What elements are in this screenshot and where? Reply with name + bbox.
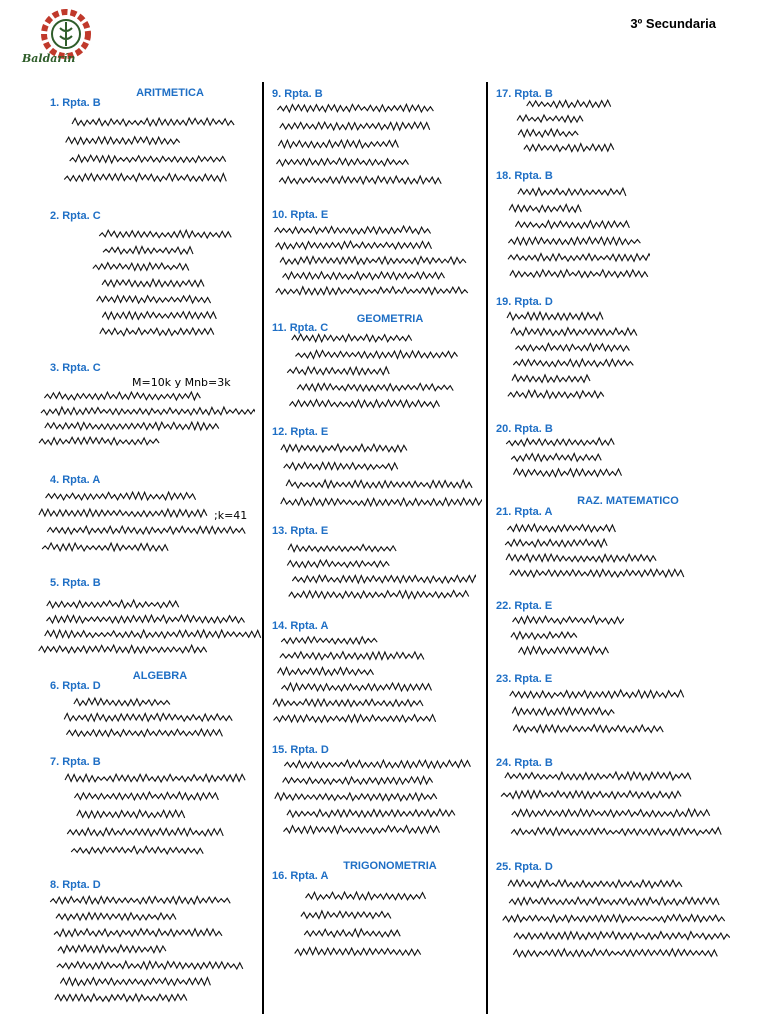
school-logo-text: Baldarín xyxy=(22,52,76,65)
handwritten-work-24 xyxy=(494,768,728,856)
handwriting-stroke xyxy=(64,713,232,721)
handwriting-stroke xyxy=(505,539,607,547)
handwriting-stroke xyxy=(512,375,590,383)
handwriting-stroke xyxy=(508,254,650,262)
answer-17: 17. Rpta. B xyxy=(496,88,553,100)
handwriting-stroke xyxy=(301,911,391,919)
answer-10: 10. Rpta. E xyxy=(272,209,329,221)
handwriting-stroke xyxy=(102,312,216,320)
handwriting-stroke xyxy=(513,616,624,624)
handwriting-stroke xyxy=(289,400,439,408)
handwriting-stroke xyxy=(512,707,614,715)
handwriting-stroke xyxy=(44,392,200,400)
handwriting-stroke xyxy=(103,246,193,254)
handwritten-work-10 xyxy=(266,222,480,312)
handwriting-stroke xyxy=(42,543,168,551)
answer-21: 21. Rpta. A xyxy=(496,506,553,518)
handwriting-stroke xyxy=(510,690,684,698)
handwriting-stroke xyxy=(518,129,578,137)
answer-14: 14. Rpta. A xyxy=(272,620,329,632)
handwritten-work-3 xyxy=(30,388,255,462)
handwritten-work-9 xyxy=(270,100,462,204)
handwriting-stroke xyxy=(527,100,611,108)
handwritten-work-8 xyxy=(44,892,249,1020)
answer-3: 3. Rpta. C xyxy=(50,362,101,374)
answer-22: 22. Rpta. E xyxy=(496,600,553,612)
handwriting-stroke xyxy=(39,437,159,445)
handwriting-stroke xyxy=(99,230,231,238)
handwriting-stroke xyxy=(280,257,466,265)
handwriting-stroke xyxy=(513,359,633,367)
handwriting-stroke xyxy=(276,287,468,295)
handwritten-work-1 xyxy=(60,114,255,202)
handwriting-stroke xyxy=(47,526,245,534)
handwriting-stroke xyxy=(514,932,730,940)
section-raz-matematico: RAZ. MATEMATICO xyxy=(577,495,679,507)
handwriting-stroke xyxy=(60,978,210,986)
answer-25: 25. Rpta. D xyxy=(496,861,553,873)
answer-7: 7. Rpta. B xyxy=(50,756,101,768)
handwritten-work-21 xyxy=(500,520,714,594)
handwriting-stroke xyxy=(506,554,656,562)
handwriting-stroke xyxy=(286,480,472,488)
handwriting-stroke xyxy=(297,383,453,391)
handwriting-stroke xyxy=(295,948,421,956)
handwritten-work-12 xyxy=(270,440,482,526)
handwritten-work-18 xyxy=(500,184,650,296)
handwriting-stroke xyxy=(100,328,214,336)
handwriting-stroke xyxy=(64,174,226,182)
handwriting-stroke xyxy=(278,140,398,148)
handwriting-stroke xyxy=(66,137,180,145)
handwriting-stroke xyxy=(505,772,691,780)
handwriting-stroke xyxy=(47,600,179,608)
typed-note-q4: ;k=41 xyxy=(214,509,248,522)
handwriting-stroke xyxy=(56,913,176,921)
handwriting-stroke xyxy=(279,176,441,184)
handwriting-stroke xyxy=(281,498,482,506)
handwriting-stroke xyxy=(511,454,601,462)
answer-5: 5. Rpta. B xyxy=(50,577,101,589)
handwriting-stroke xyxy=(524,144,614,152)
handwriting-stroke xyxy=(292,334,412,342)
answer-13: 13. Rpta. E xyxy=(272,525,329,537)
handwriting-stroke xyxy=(503,915,725,923)
handwritten-work-20 xyxy=(500,434,690,494)
handwriting-stroke xyxy=(55,994,187,1001)
handwriting-stroke xyxy=(509,897,719,905)
handwriting-stroke xyxy=(508,390,604,398)
handwriting-stroke xyxy=(508,237,640,245)
handwriting-stroke xyxy=(280,652,424,660)
handwriting-stroke xyxy=(283,777,433,785)
handwriting-stroke xyxy=(276,241,432,249)
handwriting-stroke xyxy=(509,204,581,212)
handwriting-stroke xyxy=(517,115,583,122)
handwriting-stroke xyxy=(515,221,629,229)
handwritten-work-22 xyxy=(504,612,624,672)
handwritten-work-17 xyxy=(510,96,620,168)
handwriting-stroke xyxy=(510,569,684,577)
handwritten-work-4 xyxy=(30,488,265,570)
handwriting-stroke xyxy=(39,509,207,517)
handwriting-stroke xyxy=(508,880,682,888)
handwriting-stroke xyxy=(507,312,603,320)
handwriting-stroke xyxy=(66,729,222,736)
section-trigonometria: TRIGONOMETRIA xyxy=(343,860,437,872)
handwriting-stroke xyxy=(287,560,389,567)
handwriting-stroke xyxy=(46,615,244,623)
handwriting-stroke xyxy=(102,279,204,287)
handwritten-work-5 xyxy=(30,596,265,670)
answer-15: 15. Rpta. D xyxy=(272,744,329,756)
handwriting-stroke xyxy=(287,809,455,817)
handwriting-stroke xyxy=(289,591,469,599)
answer-12: 12. Rpta. E xyxy=(272,426,329,438)
handwritten-work-7 xyxy=(60,770,250,874)
handwriting-stroke xyxy=(283,826,439,834)
handwritten-work-11 xyxy=(282,330,460,426)
handwriting-stroke xyxy=(511,328,637,336)
handwriting-stroke xyxy=(511,632,577,639)
handwriting-stroke xyxy=(39,645,207,653)
handwriting-stroke xyxy=(54,929,222,937)
handwritten-work-14 xyxy=(268,632,468,740)
answer-24: 24. Rpta. B xyxy=(496,757,553,769)
handwriting-stroke xyxy=(74,792,218,800)
handwriting-stroke xyxy=(58,945,166,953)
handwriting-stroke xyxy=(72,118,234,126)
handwriting-stroke xyxy=(278,668,374,676)
answer-16: 16. Rpta. A xyxy=(272,870,329,882)
handwriting-stroke xyxy=(513,469,621,477)
handwriting-stroke xyxy=(513,725,663,733)
handwriting-stroke xyxy=(50,896,230,904)
handwriting-stroke xyxy=(295,350,457,358)
answer-4: 4. Rpta. A xyxy=(50,474,101,486)
handwriting-stroke xyxy=(284,760,470,768)
handwriting-stroke xyxy=(281,683,431,691)
section-aritmetica: ARITMETICA xyxy=(136,87,204,99)
answer-1: 1. Rpta. B xyxy=(50,97,101,109)
handwritten-work-2 xyxy=(86,226,256,354)
handwriting-stroke xyxy=(275,226,431,234)
handwriting-stroke xyxy=(512,809,710,817)
answer-20: 20. Rpta. B xyxy=(496,423,553,435)
handwriting-stroke xyxy=(74,698,170,706)
column-divider xyxy=(486,82,488,1014)
answer-19: 19. Rpta. D xyxy=(496,296,553,308)
handwriting-stroke xyxy=(515,343,629,351)
answer-11: 11. Rpta. C xyxy=(272,322,329,334)
section-algebra: ALGEBRA xyxy=(132,670,188,682)
answer-2: 2. Rpta. C xyxy=(50,210,101,222)
answer-23: 23. Rpta. E xyxy=(496,673,553,685)
handwritten-work-16 xyxy=(290,888,430,976)
handwriting-stroke xyxy=(287,367,389,375)
handwriting-stroke xyxy=(306,892,426,900)
handwriting-stroke xyxy=(281,637,377,644)
handwriting-stroke xyxy=(65,774,245,782)
handwritten-work-15 xyxy=(270,756,478,852)
handwritten-work-6 xyxy=(56,694,246,754)
handwriting-stroke xyxy=(41,407,255,415)
handwriting-stroke xyxy=(46,492,196,500)
handwriting-stroke xyxy=(275,793,437,801)
handwriting-stroke xyxy=(277,104,433,112)
handwriting-stroke xyxy=(70,155,226,163)
answer-6: 6. Rpta. D xyxy=(50,680,101,692)
handwriting-stroke xyxy=(71,846,203,854)
handwritten-work-25 xyxy=(496,876,730,976)
handwriting-stroke xyxy=(292,575,476,583)
handwriting-stroke xyxy=(511,828,721,836)
handwriting-stroke xyxy=(67,828,223,836)
handwriting-stroke xyxy=(276,158,408,166)
handwriting-stroke xyxy=(507,524,615,532)
handwriting-stroke xyxy=(518,188,626,196)
handwritten-work-13 xyxy=(276,540,476,616)
handwriting-stroke xyxy=(280,122,430,130)
handwritten-work-23 xyxy=(500,686,700,752)
handwriting-stroke xyxy=(506,438,614,446)
handwriting-stroke xyxy=(45,630,261,638)
handwritten-work-19 xyxy=(502,308,654,416)
handwriting-stroke xyxy=(77,810,185,818)
handwriting-stroke xyxy=(281,444,407,452)
handwriting-stroke xyxy=(93,263,189,271)
handwriting-stroke xyxy=(283,272,445,280)
handwriting-stroke xyxy=(510,270,648,278)
handwriting-stroke xyxy=(57,961,243,969)
handwriting-stroke xyxy=(518,647,608,655)
answer-9: 9. Rpta. B xyxy=(272,88,323,100)
grade-label: 3º Secundaria xyxy=(630,16,716,31)
handwriting-stroke xyxy=(304,929,400,937)
handwriting-stroke xyxy=(45,422,219,430)
handwriting-stroke xyxy=(288,544,396,551)
answer-18: 18. Rpta. B xyxy=(496,170,553,182)
handwriting-stroke xyxy=(513,949,717,957)
handwriting-stroke xyxy=(284,462,398,470)
typed-note-q3: M=10k y Mnb=3k xyxy=(132,376,231,389)
section-geometria: GEOMETRIA xyxy=(356,313,424,325)
handwriting-stroke xyxy=(274,715,436,723)
handwriting-stroke xyxy=(97,296,211,304)
answer-8: 8. Rpta. D xyxy=(50,879,101,891)
handwriting-stroke xyxy=(273,699,423,707)
handwriting-stroke xyxy=(501,791,681,799)
